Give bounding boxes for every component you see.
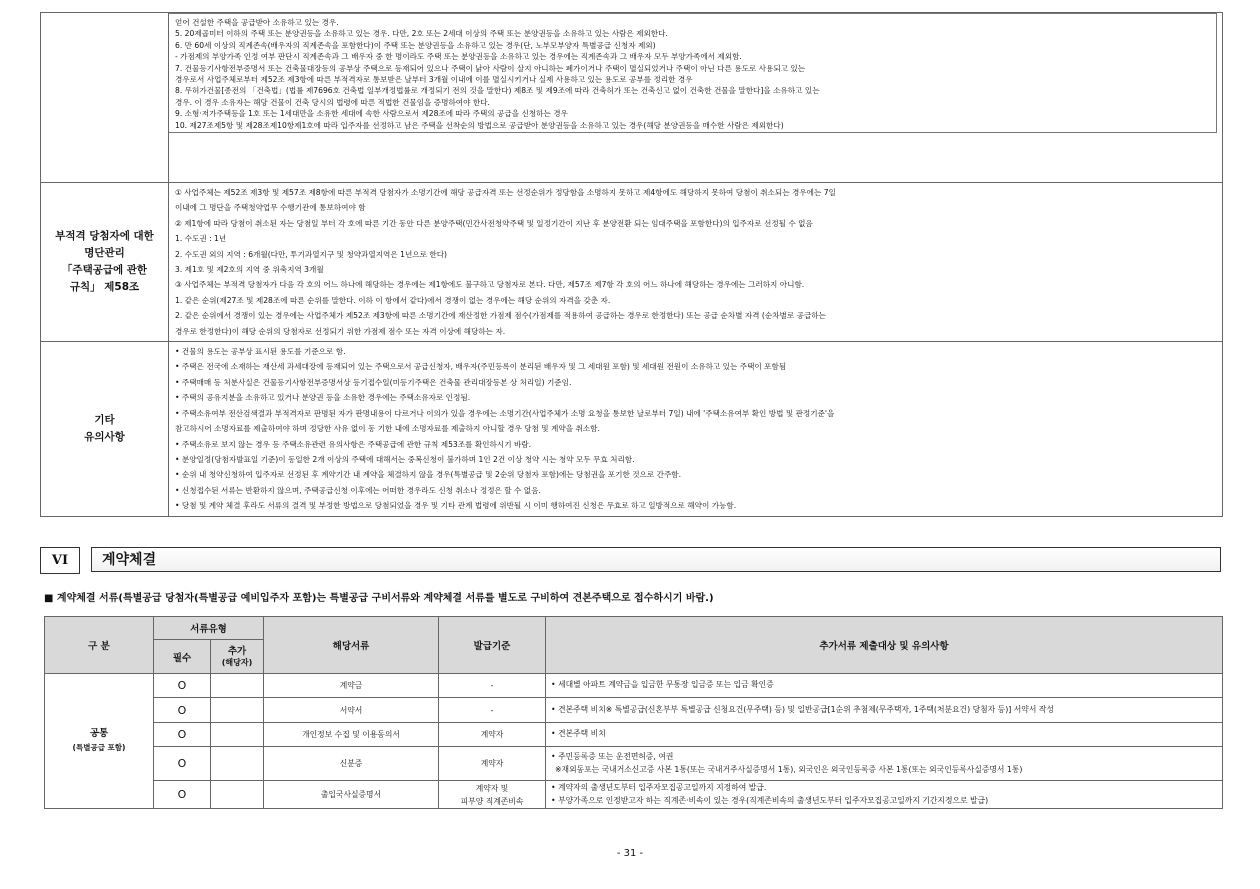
content-line: 2. 같은 순위에서 경쟁이 있는 경우에는 사업주체가 제52조 제3항에 따른 소명기간에 재산정한 가점제 점수(가점제를 적용하여 공급하는 경우로 한정한다) 또는 공급 순차별 자격 (순차별로 공급하는: [175, 311, 826, 321]
issuer-basis: -: [439, 674, 546, 698]
additional-mark: [211, 747, 264, 781]
boxed-criteria: [168, 13, 1217, 133]
criteria-line: 8. 무허가건물[종전의 「건축법」(법률 제7696호 건축법 일부개정법률로 개정되기 전의 것을 말한다) 제8조 및 제9조에 따라 건축허가 또는 건축신고 없이 건축한 건물을 말한다]을 소유하고 있는: [175, 86, 820, 96]
content-line: • 분양일정(당첨자발표일 기준)이 동일한 2개 이상의 주택에 대해서는 중복신청이 불가하며 1인 2건 이상 청약 시는 청약 모두 무효 처리함.: [175, 454, 635, 464]
criteria-line: 경우로서 사업주체로부터 제52조 제3항에 따른 부적격자로 통보받은 날부터 3개월 이내에 이를 멸실시키거나 실제 사용하고 있는 용도로 공부를 정리한 경우: [175, 75, 693, 85]
content-line: ② 제1항에 따라 당첨이 취소된 자는 당첨일 부터 각 호에 따른 기간 동안 다른 분양주택(민간사전청약주택 및 일정기간이 지난 후 분양전환 되는 임대주택을 포함한다)의 입주자로 선정될 수 없음: [175, 218, 813, 228]
notes-cell: [546, 723, 1223, 747]
row-content: [169, 13, 1223, 183]
document-name: 서약서: [264, 698, 439, 723]
row-label: [41, 342, 169, 516]
notes-cell: [546, 698, 1223, 723]
header-issuer: 발급기준: [439, 617, 546, 674]
header-additional: [211, 640, 264, 674]
header-doc-type: 서류유형: [154, 617, 264, 640]
document-name: 신분증: [264, 747, 439, 781]
content-line: • 주택은 전국에 소재하는 재산세 과세대장에 등재되어 있는 주택으로서 공급신청자, 배우자(주민등록이 분리된 배우자 및 그 세대원 포함) 및 세대원 전원이 소유하고 있는 주택이 포함됨: [175, 362, 787, 372]
issuer-basis: -: [439, 698, 546, 723]
content-line: 참고하시어 소명자료를 제출하여야 하며 정당한 사유 없이 동 기한 내에 소명자료를 제출하지 아니할 경우 당첨 및 계약을 취소함.: [175, 424, 600, 434]
criteria-line: 7. 건물등기사항전부증명서 또는 건축물대장등의 공부상 주택으로 등재되어 있으나 주택이 낡아 사람이 살지 아니하는 폐가이거나 주택이 멸실되었거나 주택이 아닌 다른 용도로 사용되고 있는: [175, 63, 806, 73]
content-line: ① 사업주체는 제52조 제3항 및 제57조 제8항에 따른 부적격 당첨자가 소명기간에 해당 공급자격 또는 선정순위가 정당함을 소명하지 못하고 제4항에도 해당하지 못하여 당첨이 취소되는 경우에는 7일: [175, 188, 836, 197]
row-content: [169, 342, 1223, 516]
section-header: [40, 547, 1223, 574]
regulation-table: [40, 12, 1223, 517]
issuer-basis: 계약자: [439, 747, 546, 781]
required-mark: O: [154, 781, 211, 809]
content-line: 이내에 그 명단을 주택청약업무 수행기관에 통보하여야 함: [175, 203, 366, 213]
table-row: [45, 781, 1223, 809]
header-additional-label: 추가: [227, 645, 247, 657]
criteria-line: 10. 제27조제5항 및 제28조제10항제1호에 따라 입주자를 선정하고 남은 주택을 선착순의 방법으로 공급받아 분양권등을 소유하고 있는 경우(해당 분양권등을 매수한 사람은 제외한다): [175, 120, 784, 130]
header-required: 필수: [154, 640, 211, 674]
content-line: • 당첨 및 계약 체결 후라도 서류의 결격 및 부정한 방법으로 당첨되었을 경우 및 기타 관계 법령에 위반될 시 이미 행하여진 신청은 무효로 하고 일방적으로 해약이 가능함.: [175, 501, 737, 511]
note-line: • 견본주택 비치※ 특별공급(신혼부부 특별공급 신청요건(무주택) 등) 및 일반공급[1순위 추첨제(무주택자, 1주택(처분요건) 당첨자 등)] 서약서 작성: [551, 704, 1054, 714]
required-mark: O: [154, 674, 211, 698]
row-label-line: 부적격 당첨자에 대한: [55, 230, 154, 243]
note-line: • 견본주택 비치: [551, 729, 606, 739]
header-doc: 해당서류: [264, 617, 439, 674]
table-row: [45, 747, 1223, 781]
header-gubun: 구 분: [45, 617, 154, 674]
criteria-line: 6. 만 60세 이상의 직계존속(배우자의 직계존속을 포함한다)이 주택 또는 분양권등을 소유하고 있는 경우(단, 노부모부양자 특별공급 신청자 제외): [175, 40, 656, 50]
note-line: ※재외동포는 국내거소신고증 사본 1통(또는 국내거주사실증명서 1통), 외국인은 외국인등록증 사본 1통(또는 외국인등록사실증명서 1통): [555, 764, 1023, 774]
header-additional-sub: (해당자): [221, 657, 253, 667]
table-row: [45, 723, 1223, 747]
required-mark: O: [154, 747, 211, 781]
required-mark: O: [154, 698, 211, 723]
content-line: 경우로 한정한다)이 해당 순위의 당첨자로 선정되기 위한 가점제 점수 또는 자격 이상에 해당하는 자.: [175, 326, 506, 336]
content-line: • 주택소유여부 전산검색결과 부적격자로 판명된 자가 판명내용이 다르거나 이의가 있을 경우에는 소명기간(사업주체가 소명 요청을 통보한 날로부터 7일) 내에 '주택소유여부 확인 방법 및 판정기준'을: [175, 408, 835, 418]
note-line: • 세대별 아파트 계약금을 입금한 무통장 입금증 또는 입금 확인증: [551, 680, 774, 690]
section-number: VI: [40, 547, 80, 574]
table-row: [45, 698, 1223, 723]
row-label-line: 유의사항: [84, 430, 125, 443]
row-label-line: 「주택공급에 관한: [61, 264, 148, 277]
criteria-line: 9. 소형·저가주택등을 1호 또는 1세대만을 소유한 세대에 속한 사람으로서 제28조에 따라 주택의 공급을 신청하는 경우: [175, 109, 568, 119]
document-name: 개인정보 수집 및 이용동의서: [264, 723, 439, 747]
row-label: [41, 183, 169, 342]
criteria-line: 얻어 건설한 주택을 공급받아 소유하고 있는 경우.: [175, 18, 339, 27]
content-line: • 신청접수된 서류는 반환하지 않으며, 주택공급신청 이후에는 어떠한 경우라도 신청 취소나 정정은 할 수 없음.: [175, 485, 541, 495]
criteria-line: 경우. 이 경우 소유자는 해당 건물이 건축 당시의 법령에 따른 적법한 건물임을 증명하여야 한다.: [175, 97, 490, 107]
content-line: • 순위 내 청약신청하여 입주자로 선정된 후 계약기간 내 계약을 체결하지 않을 경우(특별공급 및 2순위 당첨자 포함)에는 당첨권을 포기한 것으로 간주함.: [175, 470, 682, 480]
notes-cell: [546, 674, 1223, 698]
note-line: • 주민등록증 또는 운전면허증, 여권: [551, 752, 674, 761]
row-ineligible-criteria: [41, 13, 1223, 183]
header-notes: 추가서류 제출대상 및 유의사항: [546, 617, 1223, 674]
notes-cell: [546, 781, 1223, 809]
note-line: • 부양가족으로 인정받고자 하는 직계존·비속이 있는 경우(직계존비속의 출생년도부터 입주자모집공고일까지 기간지정으로 발급): [551, 795, 989, 805]
additional-mark: [211, 781, 264, 809]
content-line: • 주택의 공유지분을 소유하고 있거나 분양권 등을 소유한 경우에는 주택소유자로 인정됨.: [175, 393, 471, 403]
row-ineligible-list: [41, 183, 1223, 342]
issuer-basis: 계약자: [439, 723, 546, 747]
additional-mark: [211, 723, 264, 747]
content-line: • 주택소유로 보지 않는 경우 등 주택소유관련 유의사항은 주택공급에 관한 규칙 제53조를 확인하시기 바람.: [175, 439, 532, 449]
content-line: 1. 같은 순위(제27조 및 제28조에 따른 순위를 말한다. 이하 이 항에서 같다)에서 경쟁이 없는 경우에는 해당 순위의 자격을 갖춘 자.: [175, 295, 611, 305]
content-line: • 건물의 용도는 공부상 표시된 용도를 기준으로 함.: [175, 347, 346, 357]
section-title: 계약체결: [91, 547, 1221, 572]
row-other-notes: [41, 342, 1223, 516]
table-row: [45, 674, 1223, 698]
content-line: 2. 수도권 외의 지역 : 6개월(다만, 투기과열지구 및 청약과열지역은 1년으로 한다): [175, 249, 448, 259]
additional-mark: [211, 674, 264, 698]
additional-mark: [211, 698, 264, 723]
issuer-basis: 계약자 및 피부양 직계존비속: [439, 781, 546, 809]
group-sublabel: (특별공급 포함): [72, 743, 126, 752]
content-line: 3. 제1호 및 제2호의 지역 중 위축지역 3개월: [175, 265, 324, 275]
required-mark: O: [154, 723, 211, 747]
row-label-line: 명단관리: [84, 247, 125, 260]
row-label-line: 규칙」 제58조: [69, 281, 140, 294]
document-name: 계약금: [264, 674, 439, 698]
row-content: [169, 183, 1223, 342]
content-line: • 주택매매 등 처분사실은 건물등기사항전부증명서상 등기접수일(미등기주택은 건축물 관리대장등본 상 처리일) 기준임.: [175, 377, 572, 387]
contract-notice: ■ 계약체결 서류(특별공급 당첨자(특별공급 예비입주자 포함)는 특별공급 구비서류와 계약체결 서류를 별도로 구비하여 견본주택으로 접수하시기 바람.): [44, 593, 714, 604]
document-name: 출입국사실증명서: [264, 781, 439, 809]
content-line: 1. 수도권 : 1년: [175, 234, 227, 244]
row-label-empty: [41, 13, 169, 183]
group-label: 공통: [89, 728, 109, 739]
contract-documents-table: [44, 616, 1223, 809]
note-line: • 계약자의 출생년도부터 입주자모집공고일까지 지정하여 발급.: [551, 783, 767, 792]
group-label-cell: [45, 674, 154, 809]
content-line: ③ 사업주체는 부적격 당첨자가 다음 각 호의 어느 하나에 해당하는 경우에는 제1항에도 불구하고 당첨자로 본다. 다만, 제57조 제7항 각 호의 어느 하나에 해당하는 경우에는 그러하지 아니함.: [175, 280, 805, 290]
criteria-line: - 가점제의 부양가족 인정 여부 판단시 직계존속과 그 배우자 중 한 명이라도 주택 또는 분양권등을 소유하고 있는 경우에는 직계존속과 그 배우자 모두 부양가족에서 제외함.: [175, 52, 742, 62]
notes-cell: [546, 747, 1223, 781]
page-number: - 31 -: [616, 848, 644, 859]
row-label-line: 기타: [94, 413, 115, 426]
criteria-line: 5. 20제곱미터 이하의 주택 또는 분양권등을 소유하고 있는 경우. 다만, 2호 또는 2세대 이상의 주택 또는 분양권등을 소유하고 있는 사람은 제외한다.: [175, 29, 668, 39]
